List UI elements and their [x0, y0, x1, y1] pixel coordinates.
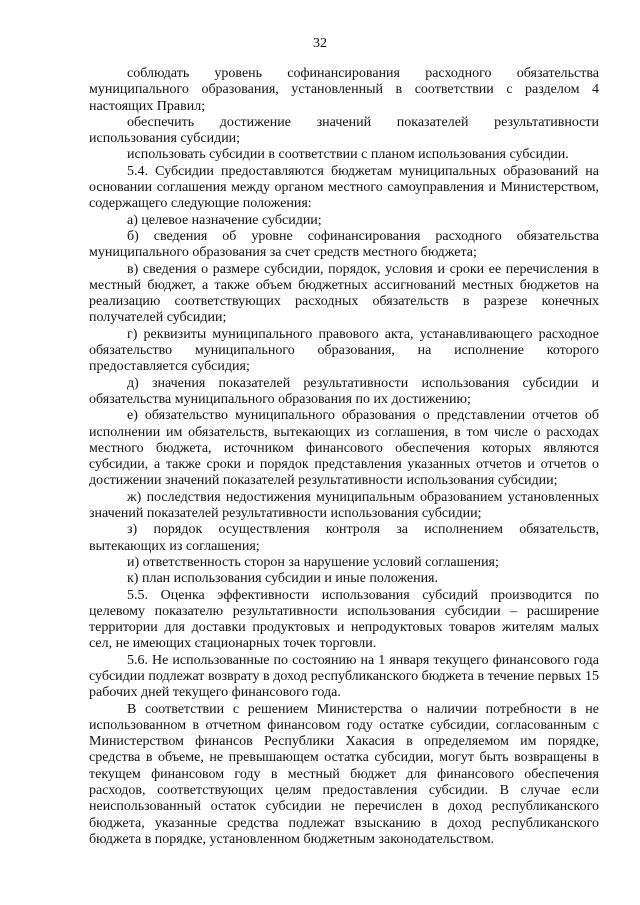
paragraph: к) план использования субсидии и иные положения.	[127, 571, 438, 587]
paragraph: в) сведения о размере субсидии, порядок, условия и сроки ее перечисления в местный бюджет, а также объем бюджетных ассигнований местных бюджетов на реализацию соответствующих расходных обязательств в разрезе конечных получателей субсидии;	[89, 261, 599, 326]
paragraph: а) целевое назначение субсидии;	[127, 212, 322, 228]
paragraph: соблюдать уровень софинансирования расходного обязательства муниципального образования, установленный в соответствии с разделом 4 настоящих Правил;	[89, 66, 599, 114]
paragraph: з) порядок осуществления контроля за исполнением обязательств, вытекающих из соглашения;	[89, 522, 599, 554]
paragraph: д) значения показателей результативности использования субсидии и обязательства муниципального образования по их достижению;	[89, 375, 599, 407]
paragraph: обеспечить достижение значений показателей результативности использования субсидии;	[89, 114, 599, 147]
paragraph: ж) последствия недостижения муниципальным образованием установленных значений показателей результативности использования субсидии;	[89, 489, 599, 522]
page-number: 32	[313, 36, 327, 51]
paragraph: 5.4. Субсидии предоставляются бюджетам муниципальных образований на основании соглашения между органом местного самоуправления и Министерством, содержащего следующие положения:	[89, 163, 599, 212]
paragraph: 5.5. Оценка эффективности использования субсидий производится по целевому показателю результативности использования субсидии – расширение территории для доставки продуктовых и непродуктовых товаров жителям малых сел, не имеющих стационарных точек торговли.	[89, 587, 599, 652]
document-body	[89, 66, 599, 848]
paragraph: использовать субсидии в соответствии с планом использования субсидии.	[127, 147, 569, 163]
paragraph: е) обязательство муниципального образования о представлении отчетов об исполнении им обязательств, вытекающих из соглашения, в том числе о расходах местного бюджета, источником финансового обеспечения которых являются субсидии, а также сроки и порядок представления указанных отчетов и отчетов о достижении значений показателей результативности использования субсидии;	[89, 408, 599, 489]
paragraph: В соответствии с решением Министерства о наличии потребности в не использованном в отчетном финансовом году остатке субсидии, согласованным с Министерством финансов Республики Хакасия в определяемом им порядке, средства в объеме, не превышающем остатка субсидии, могут быть возвращены в текущем финансовом году в местный бюджет для финансового обеспечения расходов, соответствующих целям предоставления субсидии. В случае если неиспользованный остаток субсидии не перечислен в доход республиканского бюджета, указанные средства подлежат взысканию в доход республиканского бюджета в порядке, установленном бюджетным законодательством.	[89, 701, 599, 847]
paragraph: 5.6. Не использованные по состоянию на 1 января текущего финансового года субсидии подлежат возврату в доход республиканского бюджета в течение первых 15 рабочих дней текущего финансового года.	[89, 652, 599, 701]
paragraph: и) ответственность сторон за нарушение условий соглашения;	[127, 554, 499, 570]
paragraph: г) реквизиты муниципального правового акта, устанавливающего расходное обязательство муниципального образования, на исполнение которого предоставляется субсидия;	[89, 326, 599, 375]
paragraph: б) сведения об уровне софинансирования расходного обязательства муниципального образования за счет средств местного бюджета;	[89, 228, 599, 261]
